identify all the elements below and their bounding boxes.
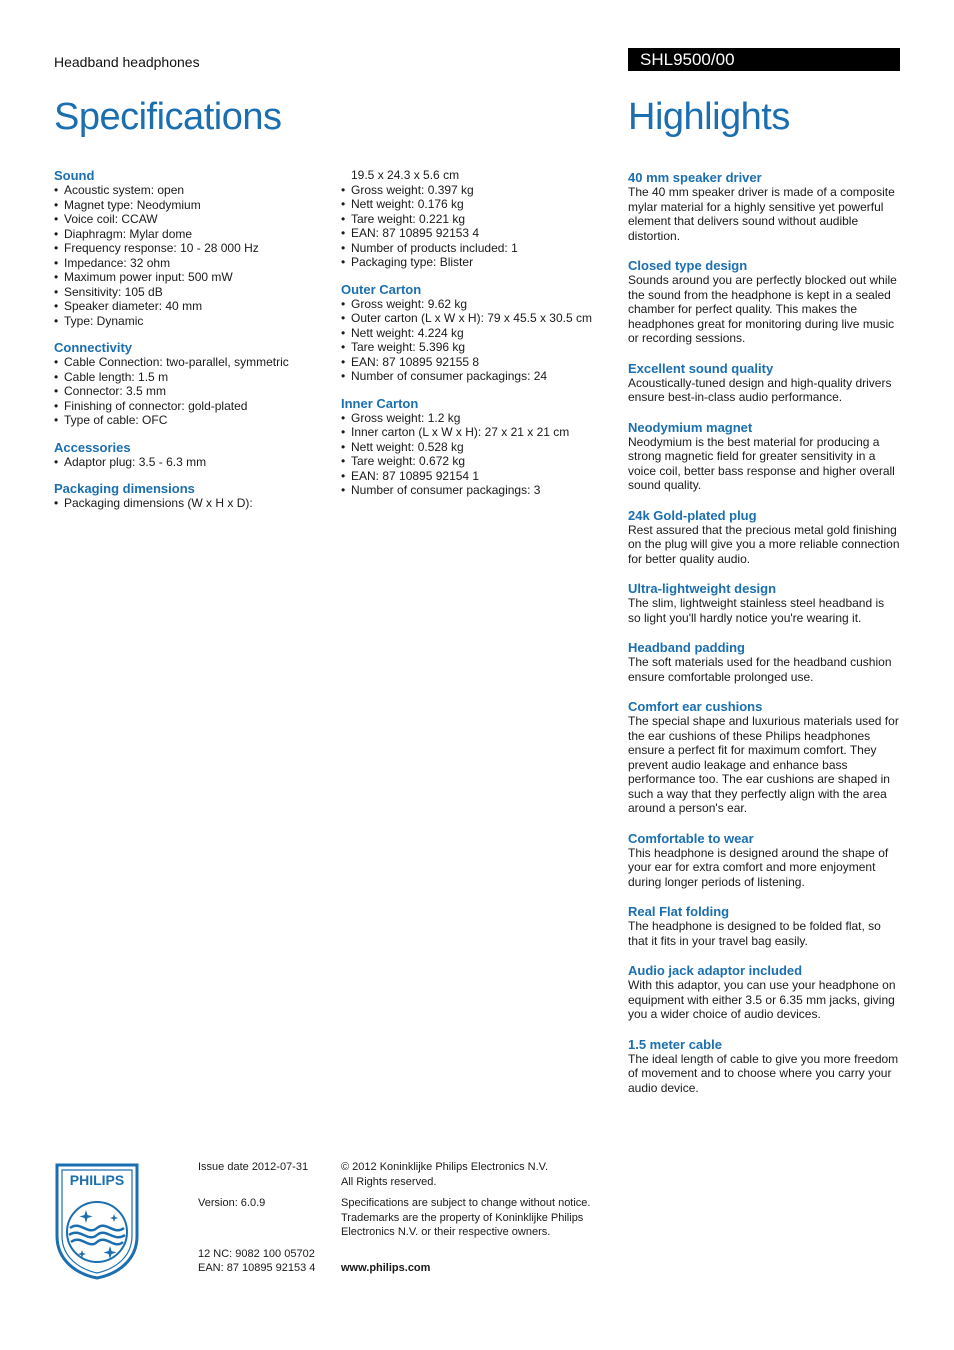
spec-section-connectivity <box>54 340 334 428</box>
spec-item: • Number of consumer packagings: 24 <box>341 369 611 384</box>
product-category: Headband headphones <box>54 54 200 70</box>
highlights-title: Highlights <box>628 96 790 138</box>
spec-section-title: Packaging dimensions <box>54 481 195 496</box>
highlight-text: The special shape and luxurious materials used for the ear cushions of these Philips headphones ensure a perfect fit for maximum comfort. They prevent audio leakage and enhance bass performance too. The ear cushions are shaped in such a way that they perfectly align with the area around a person's ear. <box>628 714 899 815</box>
highlight-text: With this adaptor, you can use your headphone on equipment with either 3.5 or 6.35 mm jacks, giving you a wider choice of audio devices. <box>628 978 896 1021</box>
spec-item: • Nett weight: 0.528 kg <box>341 440 611 455</box>
spec-section-accessories <box>54 440 334 470</box>
highlight-title: Headband padding <box>628 640 745 655</box>
highlight-item <box>628 831 900 890</box>
highlight-item <box>628 1037 900 1096</box>
spec-item: • Connector: 3.5 mm <box>54 384 334 399</box>
highlight-item <box>628 581 900 625</box>
spec-item: • Nett weight: 0.176 kg <box>341 197 611 212</box>
spec-section-outer-carton <box>341 282 611 384</box>
highlight-text: The slim, lightweight stainless steel headband is so light you'll hardly notice you're wearing it. <box>628 596 885 625</box>
notice-line: Trademarks are the property of Koninklijke Philips <box>341 1211 584 1224</box>
spec-item: • Type: Dynamic <box>54 314 334 329</box>
rights-line: All Rights reserved. <box>341 1175 437 1188</box>
highlight-title: Ultra-lightweight design <box>628 581 777 596</box>
highlight-title: Neodymium magnet <box>628 419 753 435</box>
spec-section-packaging <box>54 481 334 511</box>
spec-item: • Inner carton (L x W x H): 27 x 21 x 21 cm <box>341 425 611 440</box>
highlight-text: The 40 mm speaker driver is made of a composite mylar material for a highly sensitive yet powerful element that delivers sound without audible distortion. <box>628 185 895 243</box>
spec-item: • Tare weight: 0.221 kg <box>341 212 611 227</box>
highlight-item <box>628 258 900 346</box>
spec-item: • Frequency response: 10 - 28 000 Hz <box>54 241 334 256</box>
nc-number: 12 NC: 9082 100 05702 <box>198 1247 315 1260</box>
highlight-text: Acoustically-tuned design and high-quality drivers ensure best-in-class audio performance. <box>628 375 892 404</box>
highlight-item <box>628 699 900 816</box>
spec-list <box>341 183 611 270</box>
copyright-line: © 2012 Koninklijke Philips Electronics N.V. <box>341 1161 549 1173</box>
highlight-title: Comfortable to wear <box>628 830 754 846</box>
ean-number: EAN: 87 10895 92153 4 <box>198 1262 316 1274</box>
spec-item: • Packaging type: Blister <box>341 255 611 270</box>
spec-item: • Magnet type: Neodymium <box>54 198 334 213</box>
highlight-text: Rest assured that the precious metal gold finishing on the plug will give you a more reliable connection for better quality audio. <box>628 522 900 566</box>
footer-legal <box>341 1160 590 1276</box>
spec-item: • Sensitivity: 105 dB <box>54 285 334 300</box>
highlight-title: 40 mm speaker driver <box>628 170 762 185</box>
spec-item: • Speaker diameter: 40 mm <box>54 299 334 314</box>
highlight-text: Neodymium is the best material for producing a strong magnetic field for greater sensitivity in a voice coil, better bass response and higher overall sound quality. <box>628 434 895 492</box>
spec-section-title: Connectivity <box>54 340 133 355</box>
spec-item: • Cable Connection: two-parallel, symmetric <box>54 355 334 370</box>
issue-date: Issue date 2012-07-31 <box>198 1161 309 1173</box>
spec-list <box>54 355 334 428</box>
highlight-item <box>628 963 900 1022</box>
notice-line: Electronics N.V. or their respective owners. <box>341 1226 551 1238</box>
version: Version: 6.0.9 <box>198 1197 266 1209</box>
footer-meta <box>198 1160 315 1276</box>
spec-item: • Acoustic system: open <box>54 183 334 198</box>
spec-item: • Type of cable: OFC <box>54 413 334 428</box>
spec-section-inner-carton <box>341 396 611 498</box>
notice-line: Specifications are subject to change without notice. <box>341 1197 591 1209</box>
spec-section-packaging-cont <box>341 168 611 270</box>
spec-item: • Voice coil: CCAW <box>54 212 334 227</box>
highlight-title: 24k Gold-plated plug <box>628 507 757 523</box>
model-number-bar <box>628 48 900 71</box>
spec-item: • EAN: 87 10895 92153 4 <box>341 226 611 241</box>
spec-section-title: Outer Carton <box>341 281 422 297</box>
spec-item: • Tare weight: 0.672 kg <box>341 454 611 469</box>
highlight-title: Real Flat folding <box>628 904 730 919</box>
spec-item-continuation: 19.5 x 24.3 x 5.6 cm <box>351 168 460 182</box>
highlight-text: Sounds around you are perfectly blocked out while the sound from the headphone is kept in a sealed chamber for perfect quality. This makes the headphones great for monitoring during live music or recording sessions. <box>628 273 897 345</box>
highlight-item <box>628 508 900 567</box>
highlight-title: Audio jack adaptor included <box>628 963 803 978</box>
philips-shield-logo <box>54 1162 140 1280</box>
logo-wordmark: PHILIPS <box>69 1172 125 1188</box>
spec-item: • EAN: 87 10895 92154 1 <box>341 469 611 484</box>
spec-item: • Maximum power input: 500 mW <box>54 270 334 285</box>
spec-item: • Adaptor plug: 3.5 - 6.3 mm <box>54 455 334 470</box>
spec-item: • Gross weight: 9.62 kg <box>341 297 611 312</box>
spec-list <box>54 455 334 470</box>
spec-column-1 <box>54 168 334 523</box>
highlight-text: The ideal length of cable to give you more freedom of movement and to choose where you carry your audio device. <box>628 1051 899 1095</box>
spec-item: • Outer carton (L x W x H): 79 x 45.5 x 30.5 cm <box>341 311 611 326</box>
highlight-title: 1.5 meter cable <box>628 1036 722 1052</box>
highlight-item <box>628 904 900 948</box>
highlight-item <box>628 170 900 243</box>
spec-list <box>54 496 334 511</box>
spec-item: • EAN: 87 10895 92155 8 <box>341 355 611 370</box>
spec-section-title: Inner Carton <box>341 395 419 411</box>
spec-section-title: Sound <box>54 168 95 183</box>
spec-item: • Cable length: 1.5 m <box>54 370 334 385</box>
spec-item: • Gross weight: 0.397 kg <box>341 183 611 198</box>
spec-item: • Number of products included: 1 <box>341 241 611 256</box>
spec-list <box>341 411 611 498</box>
highlight-text: This headphone is designed around the shape of your ear for extra comfort and more enjoyment during longer periods of listening. <box>628 845 889 889</box>
spec-list <box>341 297 611 384</box>
spec-column-2 <box>341 168 611 510</box>
spec-list <box>54 183 334 328</box>
spec-item: • Impedance: 32 ohm <box>54 256 334 271</box>
spec-item: • Nett weight: 4.224 kg <box>341 326 611 341</box>
model-number: SHL9500/00 <box>640 50 735 69</box>
highlight-text: The soft materials used for the headband cushion ensure comfortable prolonged use. <box>628 655 892 684</box>
spec-item: • Tare weight: 5.396 kg <box>341 340 611 355</box>
highlight-item <box>628 420 900 493</box>
highlights-column <box>628 170 900 1110</box>
highlight-text: The headphone is designed to be folded flat, so that it fits in your travel bag easily. <box>628 919 881 948</box>
highlight-item <box>628 361 900 405</box>
specifications-title: Specifications <box>54 96 282 138</box>
spec-item: • Diaphragm: Mylar dome <box>54 227 334 242</box>
spec-section-title: Accessories <box>54 439 131 455</box>
highlight-title: Excellent sound quality <box>628 360 774 376</box>
spec-item: • Gross weight: 1.2 kg <box>341 411 611 426</box>
spec-section-sound <box>54 168 334 328</box>
highlight-title: Comfort ear cushions <box>628 699 763 714</box>
spec-item: • Packaging dimensions (W x H x D): <box>54 496 334 511</box>
spec-item: • Finishing of connector: gold-plated <box>54 399 334 414</box>
highlight-title: Closed type design <box>628 258 748 273</box>
highlight-item <box>628 640 900 684</box>
website-link[interactable]: www.philips.com <box>341 1262 431 1274</box>
spec-item: • Number of consumer packagings: 3 <box>341 483 611 498</box>
